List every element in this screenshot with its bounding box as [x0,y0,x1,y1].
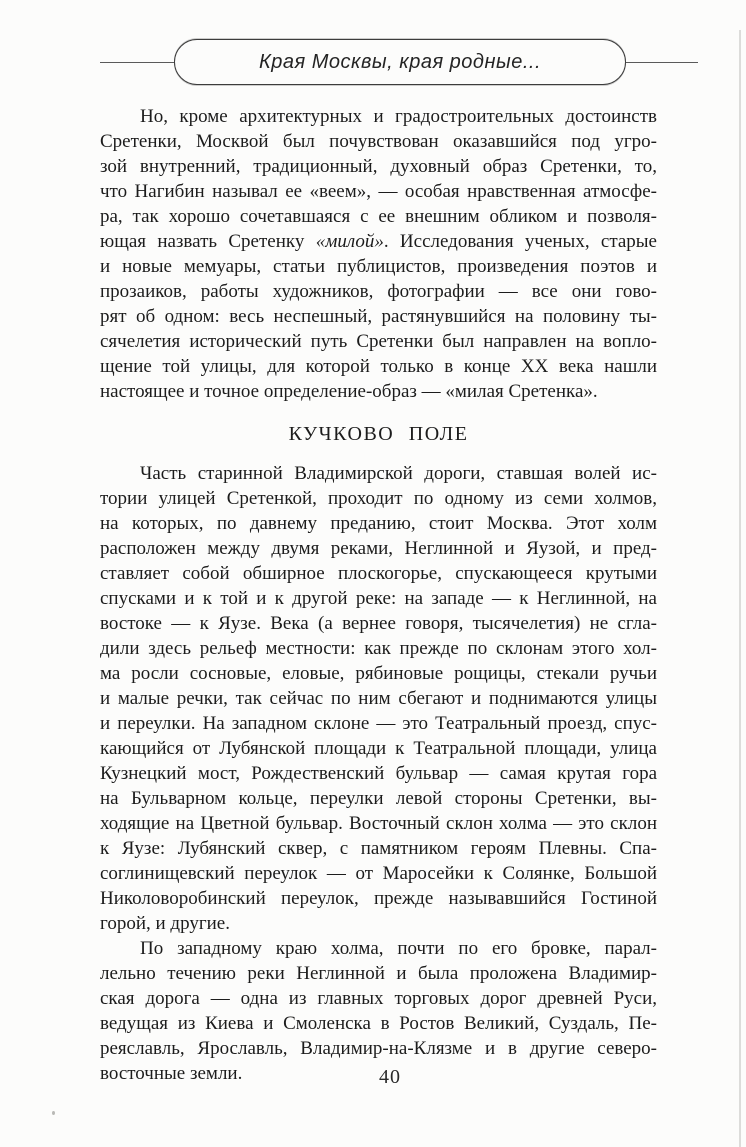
text-line: лельно течению реки Неглинной и была проложена Владимир- [100,963,657,984]
running-head [100,38,698,86]
text-line: сячелетия исторический путь Сретенки был направлен на вопло- [100,331,657,352]
text-line: Часть старинной Владимирской дороги, ставшая волей ис- [140,463,657,484]
section-heading: КУЧКОВО ПОЛЕ [288,423,469,445]
text-line: к Яузе: Лубянский сквер, с памятником героям Плевны. Спа- [100,838,657,859]
text-line: Но, кроме архитектурных и градостроительных достоинств [140,106,657,127]
text-line: ма росли сосновые, еловые, рябиновые рощицы, стекали ручьи [100,663,657,684]
text-line: Сретенки, Москвой был почувствован оказавшийся под угро- [100,131,657,152]
text-line: ставляет собой обширное плоскогорье, спускающееся крутыми [100,563,657,584]
paragraph-kuchkovo-field [100,461,657,936]
text-line: ская дорога — одна из главных торговых дорог древней Руси, [100,988,657,1009]
text-line: и малые речки, так сейчас по ним сбегают и поднимаются улицы [100,688,657,709]
page-body [100,104,657,1086]
text-line: реяславль, Ярославль, Владимир-на-Клязме и в другие северо- [100,1038,657,1059]
text-line: и новые мемуары, статьи публицистов, произведения поэтов и [100,256,657,277]
text-line: Николоворобинский переулок, прежде называвшийся Гостиной [100,888,657,909]
text-line: Кузнецкий мост, Рождественский бульвар — самая крутая гора [100,763,657,784]
paragraph-vladimir-road [100,936,657,1086]
text-line: восточные земли. [100,1063,243,1084]
text-line: спусками и к той и к другой реке: на западе — к Неглинной, на [100,588,657,609]
italic-text: «милой» [315,231,384,252]
text-line: ведущая из Киева и Смоленска в Ростов Великий, Суздаль, Пе- [100,1013,657,1034]
text-line: на Бульварном кольце, переулки левой стороны Сретенки, вы- [100,788,657,809]
header-rule-left [100,62,174,63]
text-line: ра, так хорошо сочетавшаяся с ее внешним обликом и позволя- [100,206,657,227]
header-capsule [174,39,626,85]
running-head-title: Края Москвы, края родные... [258,50,541,73]
text-line: тории улицей Сретенкой, проходит по одному из семи холмов, [100,488,657,509]
text-line: горой, и другие. [100,913,230,934]
scan-edge-artifact [739,30,741,1147]
page-number: 40 [379,1066,401,1088]
text-line: дили здесь рельеф местности: как прежде по склонам этого хол- [100,638,657,659]
text-line: щение той улицы, для которой только в конце XX века нашли [100,356,657,377]
text-line: ющая назвать Сретенку «милой». Исследования ученых, старые [100,231,657,252]
text-line: прозаиков, работы художников, фотографии — все они гово- [100,281,657,302]
text-line: расположен между двумя реками, Неглинной и Яузой, и пред- [100,538,657,559]
paragraph-sretenka-image [100,104,657,404]
text-line: соглинищевский переулок — от Маросейки к Солянке, Большой [100,863,657,884]
text-line: настоящее и точное определение-образ — «милая Сретенка». [100,381,598,402]
text-line: По западному краю холма, почти по его бровке, парал- [140,938,657,959]
text-line: ходящие на Цветной бульвар. Восточный склон холма — это склон [100,813,657,834]
text-line: зой внутренний, традиционный, духовный образ Сретенки, то, [100,156,657,177]
scan-speck-artifact [52,1111,55,1115]
text-line: рят об одном: весь неспешный, растянувшийся на половину ты- [100,306,657,327]
text-line: востоке — к Яузе. Века (а вернее говоря, тысячелетия) не сгла- [100,613,657,634]
text-line: кающийся от Лубянской площади к Театральной площади, улица [100,738,657,759]
text-line: на которых, по давнему преданию, стоит Москва. Этот холм [100,513,657,534]
header-rule-right [626,62,698,63]
text-line: что Нагибин называл ее «веем», — особая нравственная атмосфе- [100,181,657,202]
text-line: и переулки. На западном склоне — это Театральный проезд, спус- [100,713,657,734]
